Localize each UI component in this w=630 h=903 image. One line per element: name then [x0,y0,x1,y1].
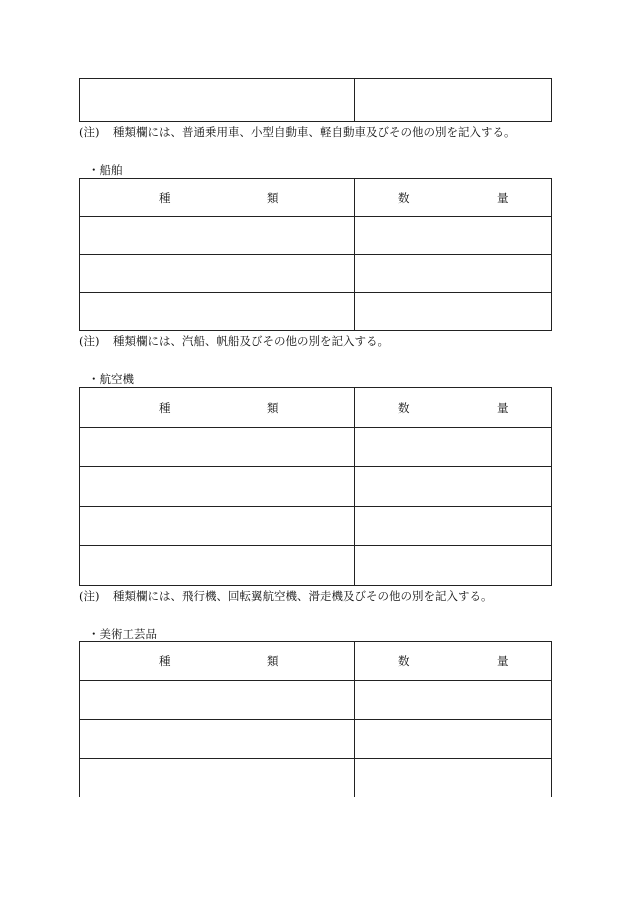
table-row-qty-cell[interactable] [355,681,552,720]
art-section-title: ・美術工芸品 [88,627,157,641]
table-row-type-cell[interactable] [80,467,355,507]
table-row-type-cell[interactable] [80,546,355,586]
header-char: 量 [497,190,509,205]
table-row-type-cell[interactable] [80,428,355,467]
table-row-type-cell[interactable] [80,759,355,797]
header-char: 類 [267,400,279,415]
ships-note [79,333,389,349]
note-tag: (注) [79,589,100,603]
table-row-qty-cell[interactable] [355,428,552,467]
header-char: 数 [398,190,410,205]
aircraft-qty-header [355,388,552,428]
header-char: 量 [497,400,509,415]
header-char: 類 [267,190,279,205]
aircraft-table [79,387,552,586]
ships-section-title: ・船舶 [88,163,123,177]
vehicles-table [79,78,552,122]
aircraft-note [79,588,493,604]
table-row-qty-cell[interactable] [355,467,552,507]
ships-table [79,178,552,331]
table-row-qty-cell[interactable] [355,546,552,586]
table-row-qty-cell[interactable] [355,759,552,797]
table-row-type-cell[interactable] [80,507,355,546]
table-row-type-cell[interactable] [80,720,355,759]
table-row-qty-cell[interactable] [355,507,552,546]
table-row-type-cell[interactable] [80,293,355,331]
table-row-qty-cell[interactable] [355,255,552,293]
note-text: 種類欄には、普通乗用車、小型自動車、軽自動車及びその他の別を記入する。 [113,125,516,139]
header-char: 数 [398,400,410,415]
vehicles-note [79,124,516,140]
aircraft-section-title: ・航空機 [88,372,134,386]
table-row-qty-cell[interactable] [355,217,552,255]
ships-qty-header [355,179,552,217]
art-table [79,641,552,797]
art-qty-header [355,642,552,681]
aircraft-type-header [80,388,355,428]
ships-type-header [80,179,355,217]
art-type-header [80,642,355,681]
note-text: 種類欄には、飛行機、回転翼航空機、滑走機及びその他の別を記入する。 [113,589,493,603]
header-char: 種 [159,190,171,205]
table-row-qty-cell[interactable] [355,720,552,759]
header-char: 数 [398,654,410,668]
note-text: 種類欄には、汽船、帆船及びその他の別を記入する。 [113,334,389,348]
vehicles-type-cell[interactable] [80,79,355,122]
table-row-type-cell[interactable] [80,217,355,255]
table-row-type-cell[interactable] [80,255,355,293]
vehicles-qty-cell[interactable] [355,79,552,122]
table-row-type-cell[interactable] [80,681,355,720]
note-tag: (注) [79,334,100,348]
header-char: 種 [159,400,171,415]
header-char: 種 [159,654,171,668]
header-char: 量 [497,654,509,668]
note-tag: (注) [79,125,100,139]
table-row-qty-cell[interactable] [355,293,552,331]
header-char: 類 [267,654,279,668]
